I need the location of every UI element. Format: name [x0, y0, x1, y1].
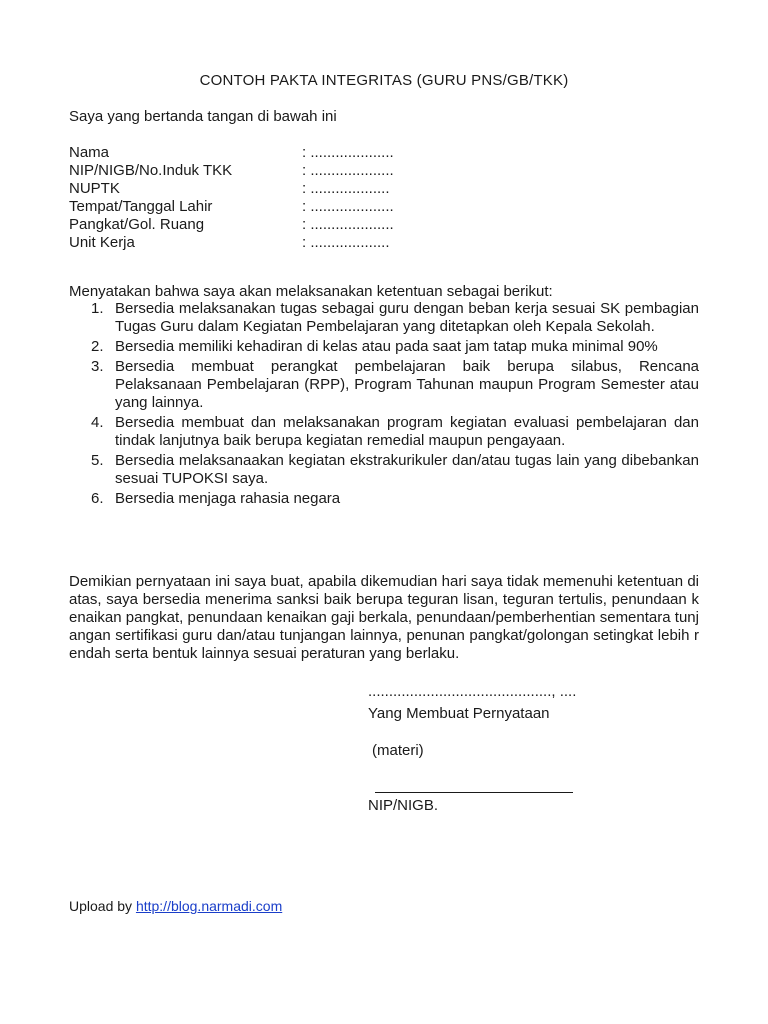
identity-fields [69, 144, 469, 252]
item-number: 2. [91, 338, 104, 355]
signature-role: Yang Membuat Pernyataan [368, 705, 550, 722]
field-label: Nama [69, 144, 110, 161]
field-value: : .................... [302, 198, 394, 215]
list-item [69, 300, 699, 336]
field-value: : .................... [302, 162, 394, 179]
list-item [69, 338, 699, 356]
field-row-nip [69, 162, 469, 180]
closing-paragraph: Demikian pernyataan ini saya buat, apabila dikemudian hari saya tidak memenuhi ketentuan di atas, saya bersedia menerima sanksi baik berupa teguran lisan, teguran tertulis, penundaan kenaikan pangkat, penundaan kenaikan gaji berkala, penundaan/pemberhentian sementara tunjangan sertifikasi guru dan/atau tunjangan lainnya, penunan pangkat/golongan setingkat lebih rendah serta bentuk lainnya sesuai peraturan yang berlaku. [69, 573, 699, 662]
field-row-pangkat [69, 216, 469, 234]
statement-text: Menyatakan bahwa saya akan melaksanakan ketentuan sebagai berikut: [69, 283, 553, 300]
field-value: : .................... [302, 216, 394, 233]
list-item [69, 358, 699, 412]
field-label: Unit Kerja [69, 234, 135, 251]
field-value: : ................... [302, 234, 390, 251]
field-label: NIP/NIGB/No.Induk TKK [69, 162, 233, 179]
item-text: Bersedia membuat dan melaksanakan program kegiatan evaluasi pembelajaran dan tindak lanjutnya baik berupa kegiatan remedial maupun pengayaan. [115, 414, 699, 449]
signature-block [368, 683, 688, 815]
item-text: Bersedia menjaga rahasia negara [115, 490, 341, 507]
field-row-nama [69, 144, 469, 162]
item-number: 6. [91, 490, 104, 507]
item-number: 5. [91, 452, 104, 469]
field-label: Tempat/Tanggal Lahir [69, 198, 213, 215]
upload-label: Upload by [69, 898, 136, 914]
field-row-ttl [69, 198, 469, 216]
stamp-placeholder: (materi) [372, 742, 424, 759]
field-row-nuptk [69, 180, 469, 198]
item-text: Bersedia melaksanakan tugas sebagai guru dengan beban kerja sesuai SK pembagian Tugas Guru dalam Kegiatan Pembelajaran yang ditetapkan oleh Kepala Sekolah. [115, 300, 699, 335]
upload-credit [69, 897, 282, 915]
list-item [69, 490, 699, 508]
field-value: : .................... [302, 144, 394, 161]
field-label: NUPTK [69, 180, 120, 197]
signature-line [375, 782, 573, 793]
item-text: Bersedia membuat perangkat pembelajaran baik berupa silabus, Rencana Pelaksanaan Pembelajaran (RPP), Program Tahunan maupun Program Semester atau yang lainnya. [115, 358, 699, 411]
signature-id-label: NIP/NIGB. [368, 797, 439, 814]
item-number: 3. [91, 358, 104, 375]
document-title: CONTOH PAKTA INTEGRITAS (GURU PNS/GB/TKK) [199, 72, 569, 89]
item-number: 4. [91, 414, 104, 431]
list-item [69, 452, 699, 488]
intro-text: Saya yang bertanda tangan di bawah ini [69, 108, 337, 125]
source-link[interactable]: http://blog.narmadi.com [135, 898, 283, 914]
item-number: 1. [91, 300, 104, 317]
signature-place-date: ............................................, .... [368, 683, 577, 700]
field-value: : ................... [302, 180, 390, 197]
field-label: Pangkat/Gol. Ruang [69, 216, 205, 233]
item-text: Bersedia melaksanaakan kegiatan ekstrakurikuler dan/atau tugas lain yang dibebankan sesuai TUPOKSI saya. [115, 452, 699, 487]
list-item [69, 414, 699, 450]
commitment-list [69, 300, 699, 510]
item-text: Bersedia memiliki kehadiran di kelas atau pada saat jam tatap muka minimal 90% [115, 338, 658, 355]
field-row-unit-kerja [69, 234, 469, 252]
